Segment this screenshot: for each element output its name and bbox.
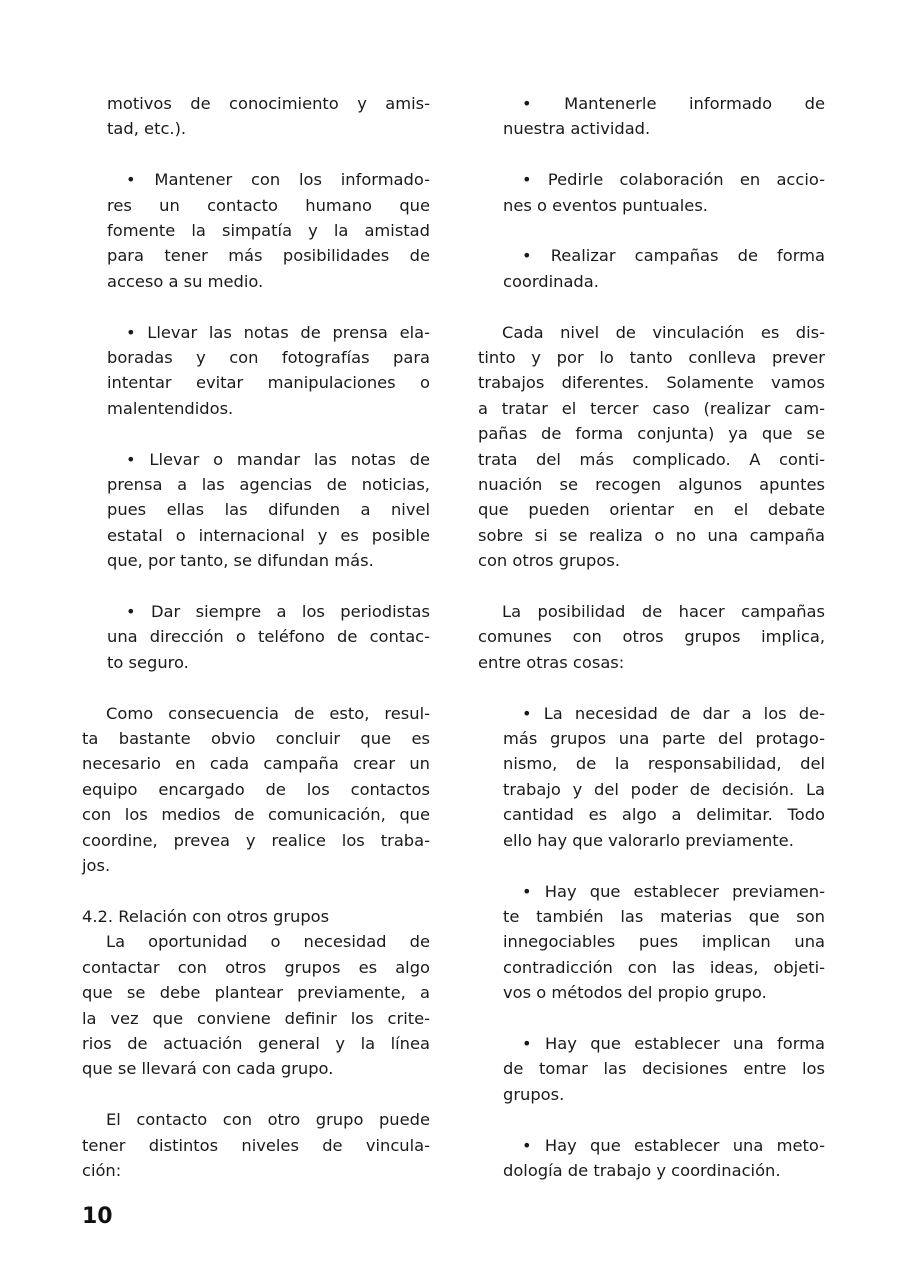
- text-line: intentar evitar manipulaciones o: [107, 373, 430, 393]
- text-line: sobre si se realiza o no una campaña: [478, 525, 825, 545]
- text-line: • Hay que establecer una forma: [522, 1033, 825, 1053]
- page-number: 10: [82, 1204, 113, 1229]
- text-line: El contacto con otro grupo puede: [106, 1110, 430, 1130]
- text-line: que se debe plantear previamente, a: [82, 983, 430, 1003]
- text-line: Cada nivel de vinculación es dis-: [502, 322, 825, 342]
- bullet-paragraph: [82, 447, 430, 574]
- text-line: malentendidos.: [107, 398, 234, 418]
- bullet-paragraph: [478, 1031, 825, 1107]
- text-line: rios de actuación general y la línea: [82, 1033, 430, 1053]
- text-line: tener distintos niveles de vincula-: [82, 1135, 430, 1155]
- text-line: vos o métodos del propio grupo.: [503, 983, 767, 1003]
- text-line: • Hay que establecer una meto-: [522, 1135, 825, 1155]
- text-line: estatal o internacional y es posible: [107, 525, 430, 545]
- text-line: te también las materias que son: [503, 906, 825, 926]
- text-line: trata del más complicado. A conti-: [478, 449, 825, 469]
- text-line: jos.: [82, 856, 111, 876]
- text-line: tad, etc.).: [107, 119, 187, 139]
- text-line: fomente la simpatía y la amistad: [107, 221, 430, 241]
- text-line: coordinada.: [503, 271, 599, 291]
- section-heading: [82, 904, 430, 929]
- left-column: [82, 91, 430, 1209]
- bullet-paragraph: [82, 599, 430, 675]
- bullet-paragraph: [478, 879, 825, 1006]
- text-line: tinto y por lo tanto conlleva prever: [478, 348, 825, 368]
- text-line: • Pedirle colaboración en accio-: [522, 170, 825, 190]
- text-line: pues ellas las difunden a nivel: [107, 500, 430, 520]
- paragraph: [478, 599, 825, 675]
- text-line: más grupos una parte del protago-: [503, 729, 825, 749]
- text-line: • La necesidad de dar a los de-: [522, 703, 825, 723]
- paragraph: [82, 701, 430, 879]
- text-line: La posibilidad de hacer campañas: [502, 602, 825, 622]
- bullet-paragraph: [478, 701, 825, 853]
- text-line: motivos de conocimiento y amis-: [107, 94, 430, 113]
- bullet-paragraph: [478, 91, 825, 142]
- text-line: • Mantenerle informado de: [522, 94, 825, 113]
- text-line: La oportunidad o necesidad de: [106, 932, 430, 952]
- text-line: necesario en cada campaña crear un: [82, 754, 430, 774]
- text-line: ción:: [82, 1160, 122, 1180]
- text-line: Como consecuencia de esto, resul-: [106, 703, 430, 723]
- text-line: acceso a su medio.: [107, 271, 264, 291]
- paragraph: [478, 320, 825, 574]
- text-line: nuación se recogen algunos apuntes: [478, 475, 825, 495]
- text-line: a tratar el tercer caso (realizar cam-: [478, 398, 825, 418]
- text-line: • Hay que establecer previamen-: [522, 881, 825, 901]
- text-line: • Realizar campañas de forma: [522, 246, 825, 266]
- text-line: boradas y con fotografías para: [107, 348, 430, 368]
- text-line: • Dar siempre a los periodistas: [126, 602, 430, 622]
- text-line: que se llevará con cada grupo.: [82, 1059, 334, 1079]
- text-line: comunes con otros grupos implica,: [478, 627, 825, 647]
- right-column: [478, 91, 825, 1209]
- text-line: de tomar las decisiones entre los: [503, 1059, 825, 1079]
- text-line: trabajo y del poder de decisión. La: [503, 779, 825, 799]
- text-line: res un contacto humano que: [107, 195, 430, 215]
- text-line: la vez que conviene definir los crite-: [82, 1008, 430, 1028]
- bullet-paragraph: [82, 167, 430, 294]
- bullet-paragraph: [478, 167, 825, 218]
- text-line: una dirección o teléfono de contac-: [107, 627, 430, 647]
- text-line: contactar con otros grupos es algo: [82, 957, 430, 977]
- paragraph: [82, 929, 430, 1081]
- text-line: prensa a las agencias de noticias,: [107, 475, 430, 495]
- text-line: 4.2. Relación con otros grupos: [82, 906, 330, 926]
- bullet-paragraph: [82, 91, 430, 142]
- bullet-paragraph: [478, 243, 825, 294]
- text-line: • Llevar las notas de prensa ela-: [126, 322, 430, 342]
- text-line: trabajos diferentes. Solamente vamos: [478, 373, 825, 393]
- text-line: nes o eventos puntuales.: [503, 195, 708, 215]
- text-line: con los medios de comunicación, que: [82, 805, 430, 825]
- text-line: equipo encargado de los contactos: [82, 779, 430, 799]
- bullet-paragraph: [82, 320, 430, 422]
- text-line: cantidad es algo a delimitar. Todo: [503, 805, 825, 825]
- text-line: pañas de forma conjunta) ya que se: [478, 424, 825, 444]
- text-line: nuestra actividad.: [503, 119, 651, 139]
- text-line: coordine, prevea y realice los traba-: [82, 830, 430, 850]
- text-line: entre otras cosas:: [478, 652, 625, 672]
- text-line: ello hay que valorarlo previamente.: [503, 830, 794, 850]
- text-line: ta bastante obvio concluir que es: [82, 729, 430, 749]
- text-line: contradicción con las ideas, objeti-: [503, 957, 825, 977]
- text-line: • Mantener con los informado-: [126, 170, 430, 190]
- text-line: to seguro.: [107, 652, 189, 672]
- text-line: innegociables pues implican una: [503, 932, 825, 952]
- text-line: nismo, de la responsabilidad, del: [503, 754, 825, 774]
- text-line: grupos.: [503, 1084, 565, 1104]
- text-line: que, por tanto, se difundan más.: [107, 551, 374, 571]
- paragraph: [82, 1107, 430, 1183]
- bullet-paragraph: [478, 1133, 825, 1184]
- text-line: dología de trabajo y coordinación.: [503, 1160, 781, 1180]
- text-line: para tener más posibilidades de: [107, 246, 430, 266]
- text-line: que pueden orientar en el debate: [478, 500, 825, 520]
- text-line: con otros grupos.: [478, 551, 621, 571]
- text-line: • Llevar o mandar las notas de: [126, 449, 430, 469]
